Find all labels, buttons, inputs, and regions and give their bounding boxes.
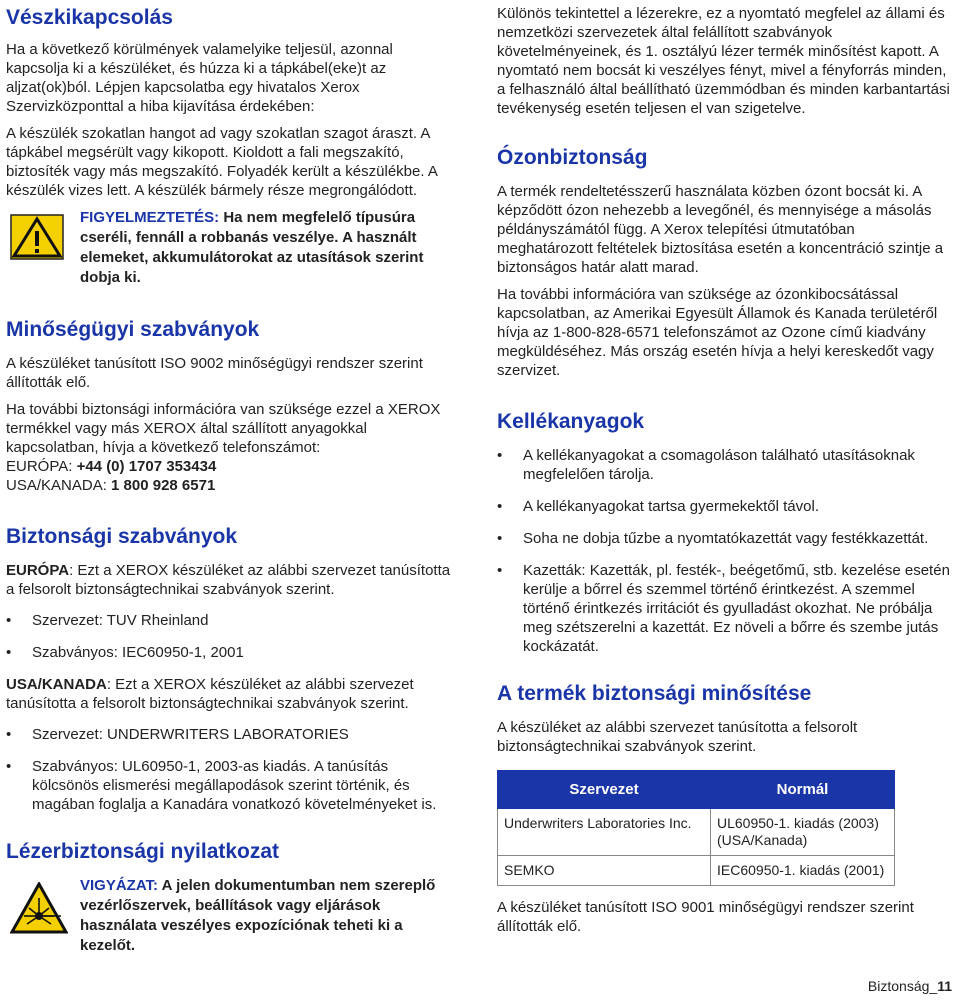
table-row: [498, 809, 895, 856]
ozone-p2: Ha további információra van szüksége az ózonkibocsátással kapcsolatban, az Amerikai Egyesült Államok és Kanada területéről hívja az 1-800-828-6571 telefonszámot az Ozone című kiadvány megküldéséhez. Más ország esetén hívja a helyi kereskedőt vagy szervizet.: [497, 286, 938, 379]
quality-iso: A készüléket tanúsított ISO 9002 minőségügyi rendszer szerint állították elő.: [6, 355, 423, 391]
title-product-certification: A termék biztonsági minősítése: [497, 682, 812, 705]
caution-laser: [6, 876, 456, 956]
title-supplies: Kellékanyagok: [497, 410, 645, 433]
list-item: • Szervezet: TUV Rheinland: [6, 612, 209, 629]
list-item: • A kellékanyagokat a csomagoláson található utasításoknak megfelelően tárolja.: [497, 447, 915, 483]
emergency-intro: Ha a következő körülmények valamelyike teljesül, azonnal kapcsolja ki a készüléket, és húzza ki a tápkábel(eke)t az aljzat(ok)ból. Lépjen kapcsolatba egy hivatalos Xerox Szervizközponttal a hiba kijavítása érdekében:: [6, 41, 393, 115]
title-ozone-safety: Ózonbiztonság: [497, 146, 648, 169]
phone-europe: EURÓPA: +44 (0) 1707 353434: [6, 458, 217, 475]
list-item: • Soha ne dobja tűzbe a nyomtatókazettát vagy festékkazettát.: [497, 530, 929, 547]
supplies-list: [497, 446, 953, 656]
safety-europe: EURÓPA: Ezt a XEROX készüléket az alábbi szervezet tanúsította a felsorolt biztonságtechnikai szabványok szerint.: [6, 562, 451, 598]
warning-battery: [6, 208, 456, 288]
header-organization: Szervezet: [498, 771, 711, 809]
title-safety-standards: Biztonsági szabványok: [6, 525, 238, 548]
warning-label: FIGYELMEZTETÉS:: [80, 209, 220, 226]
certification-intro: A készüléket az alábbi szervezet tanúsította a felsorolt biztonságtechnikai szabványok szerint.: [497, 719, 858, 755]
warning-triangle-icon: [10, 214, 64, 260]
left-column: [6, 0, 456, 986]
page-footer: [868, 978, 952, 994]
safety-europe-list: [6, 611, 456, 662]
right-column: [497, 0, 953, 936]
table-row: [498, 856, 895, 886]
page-number: 11: [937, 978, 952, 994]
table-cell: SEMKO: [498, 856, 711, 886]
list-item: • Szervezet: UNDERWRITERS LABORATORIES: [6, 726, 349, 743]
footer-label: Biztonság_: [867, 978, 938, 994]
table-cell: UL60950-1. kiadás (2003) (USA/Kanada): [711, 809, 895, 856]
safety-usa-list: [6, 725, 456, 814]
table-header-row: [498, 771, 895, 809]
list-item: • Szabványos: IEC60950-1, 2001: [6, 644, 244, 661]
caution-text: A jelen dokumentumban nem szereplő vezérlőszervek, beállítások vagy eljárások használata veszélyes expozíciónak teheti ki a kezelőt.: [80, 877, 436, 954]
phone-usa: USA/KANADA: 1 800 928 6571: [6, 477, 216, 494]
certification-iso: A készüléket tanúsított ISO 9001 minőségügyi rendszer szerint állították elő.: [497, 899, 914, 935]
table-cell: Underwriters Laboratories Inc.: [498, 809, 711, 856]
caution-label: VIGYÁZAT:: [80, 877, 159, 894]
laser-statement: Különös tekintettel a lézerekre, ez a nyomtató megfelel az állami és nemzetközi szervezetek által felállított szabványok követelményeinek, és 1. osztályú lézer termék minősítést kapott. A nyomtató nem bocsát ki veszélyes fényt, mivel a fényforrás minden, a felhasználó által beállítható üzemmódban és minden karbantartási tevékenység esetén teljesen el van szigetelve.: [497, 5, 950, 117]
list-item: • Kazetták: Kazetták, pl. festék-, beégetőmű, stb. kezelése esetén kerülje a bőrrel és szemmel történő érintkezést. A szemmel történő érintkezés irritációt és gyulladást okozhat. Ne próbálja meg szétszerelni a kazettát. Ez növeli a bőrre és szembe jutás kockázatát.: [497, 562, 950, 655]
list-item: • Szabványos: UL60950-1, 2003-as kiadás. A tanúsítás kölcsönös elismerési megállapodások szerint történik, és magában foglalja a Kanadára vonatkozó követelményeket is.: [6, 758, 437, 813]
laser-warning-icon: [10, 882, 68, 934]
table-cell: IEC60950-1. kiadás (2001): [711, 856, 895, 886]
safety-usa: USA/KANADA: Ezt a XEROX készüléket az alábbi szervezet tanúsította a felsorolt biztonságtechnikai szabványok szerint.: [6, 676, 414, 712]
title-quality-standards: Minőségügyi szabványok: [6, 318, 260, 341]
warning-text: Ha nem megfelelő típusúra cseréli, fennáll a robbanás veszélye. A használt elemeket, akkumulátorokat az utasítások szerint dobja ki.: [80, 209, 424, 286]
ozone-p1: A termék rendeltetésszerű használata közben ózont bocsát ki. A képződött ózon nehezebb a levegőnél, és mennyisége a másolás példányszámától függ. A Xerox telepítési útmutatóban meghatározott feltételek biztosítása esetén a koncentráció szintje a biztonságos határ alatt marad.: [497, 183, 944, 276]
quality-contact: Ha további biztonsági információra van szüksége ezzel a XEROX termékkel vagy más XEROX által szállított anyagokkal kapcsolatban, hívja a következő telefonszámot:: [6, 401, 441, 456]
header-standard: Normál: [711, 771, 895, 809]
emergency-conditions: A készülék szokatlan hangot ad vagy szokatlan szagot áraszt. A tápkábel megsérült vagy kikopott. Kioldott a fali megszakító, biztosíték vagy más megszakító. Folyadék került a készülékbe. A készülék vizes lett. A készülék bármely része megrongálódott.: [6, 125, 438, 199]
title-emergency-shutdown: Vészkikapcsolás: [6, 6, 173, 29]
title-laser-safety: Lézerbiztonsági nyilatkozat: [6, 840, 280, 863]
certification-table: [497, 770, 895, 886]
list-item: • A kellékanyagokat tartsa gyermekektől távol.: [497, 498, 819, 515]
